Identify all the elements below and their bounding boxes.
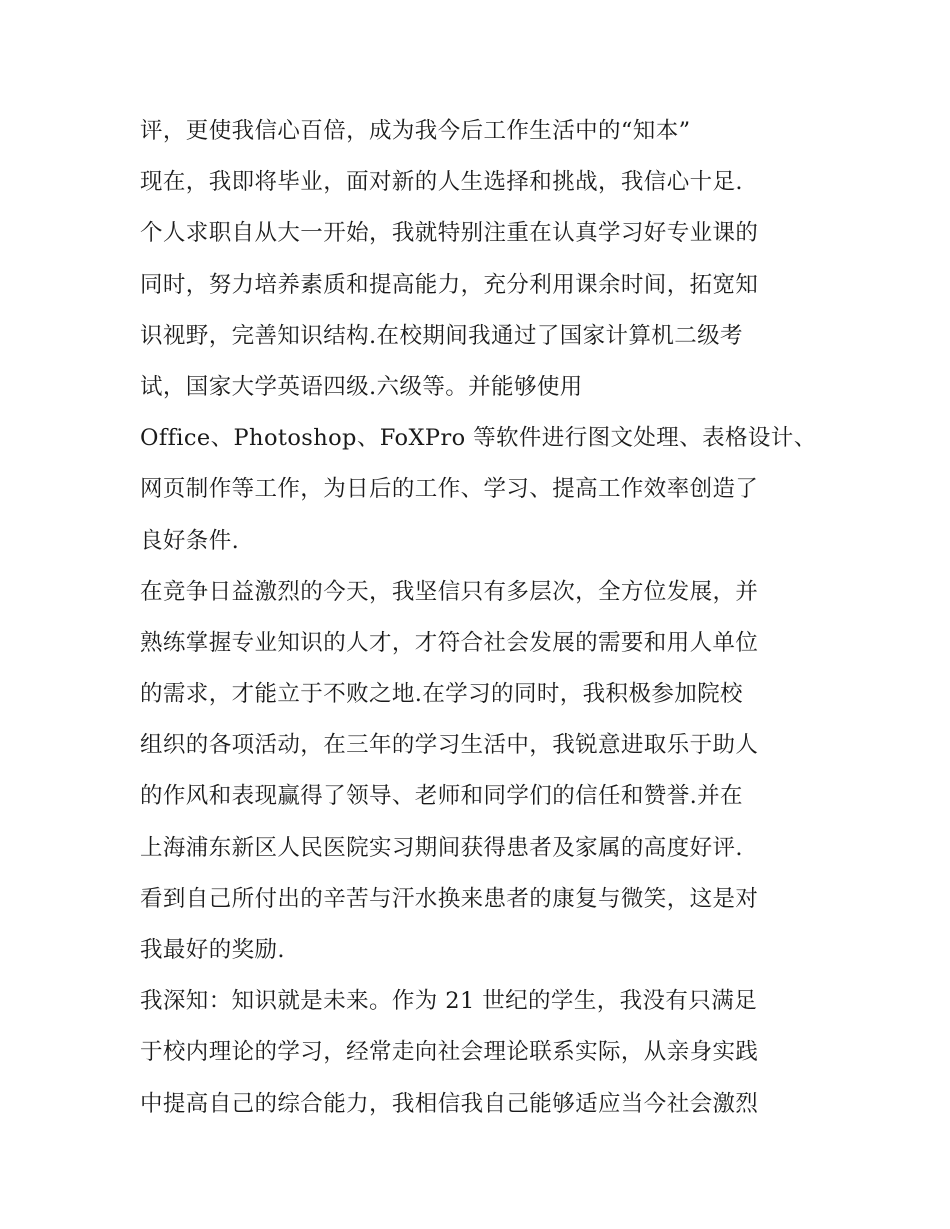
- text-line: 同时，努力培养素质和提高能力，充分利用课余时间，拓宽知: [140, 271, 759, 298]
- text-line: 的作风和表现赢得了领导、老师和同学们的信任和赞誉.并在: [140, 783, 743, 810]
- text-line: 现在，我即将毕业，面对新的人生选择和挑战，我信心十足.: [140, 169, 743, 196]
- text-line: 试，国家大学英语四级.六级等。并能够使用: [140, 373, 583, 400]
- text-line: 网页制作等工作，为日后的工作、学习、提高工作效率创造了: [140, 476, 759, 503]
- text-line: Office、Photoshop、FoXPro 等软件进行图文处理、表格设计、: [140, 425, 817, 452]
- text-line: 我深知：知识就是未来。作为 21 世纪的学生，我没有只满足: [140, 988, 758, 1015]
- text-line: 识视野，完善知识结构.在校期间我通过了国家计算机二级考: [140, 322, 743, 349]
- text-line: 个人求职自从大一开始，我就特别注重在认真学习好专业课的: [140, 220, 759, 247]
- text-line: 上海浦东新区人民医院实习期间获得患者及家属的高度好评.: [140, 834, 743, 861]
- text-line: 良好条件.: [140, 527, 240, 554]
- document-body: [140, 111, 820, 1135]
- text-line: 组织的各项活动，在三年的学习生活中，我锐意进取乐于助人: [140, 732, 759, 759]
- text-line: 熟练掌握专业知识的人才，才符合社会发展的需要和用人单位: [140, 629, 759, 656]
- text-line: 看到自己所付出的辛苦与汗水换来患者的康复与微笑，这是对: [140, 885, 759, 912]
- text-line: 评，更使我信心百倍，成为我今后工作生活中的“知本”: [140, 118, 691, 144]
- text-line: 中提高自己的综合能力，我相信我自己能够适应当今社会激烈: [140, 1090, 759, 1117]
- text-line: 于校内理论的学习，经常走向社会理论联系实际，从亲身实践: [140, 1039, 759, 1066]
- text-line: 我最好的奖励.: [140, 937, 285, 963]
- text-line: 的需求，才能立于不败之地.在学习的同时，我积极参加院校: [140, 681, 743, 708]
- text-line: 在竞争日益激烈的今天，我坚信只有多层次，全方位发展，并: [140, 578, 759, 605]
